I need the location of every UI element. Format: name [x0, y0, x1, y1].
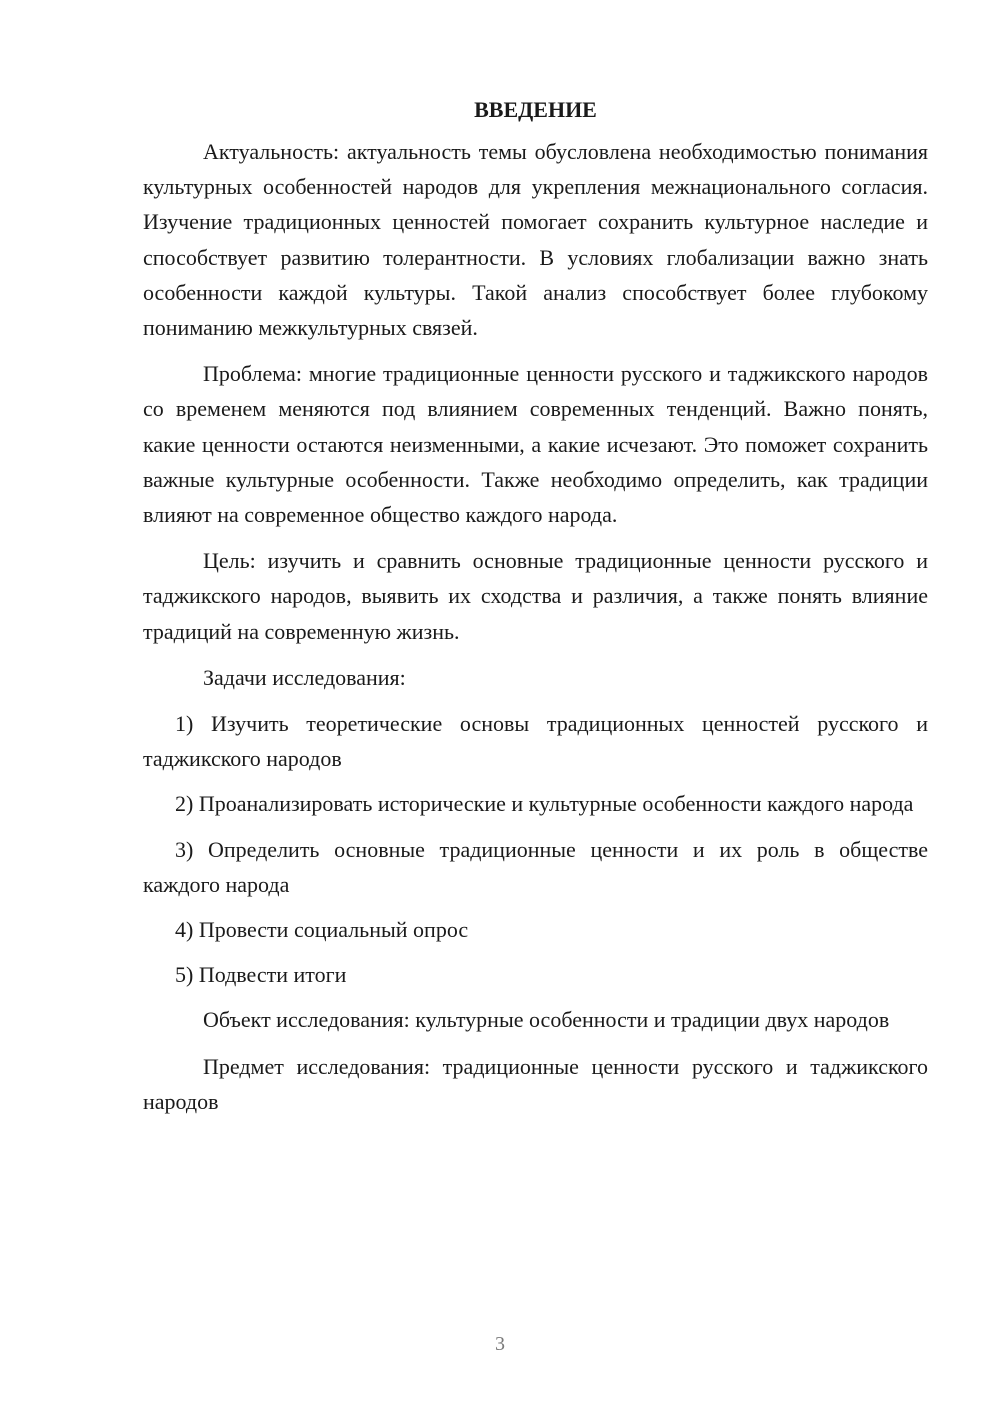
page-number: 3 [495, 1333, 505, 1355]
task-item-5: 5) Подвести итоги [175, 962, 347, 988]
document-page [143, 92, 928, 1130]
task-item-4: 4) Провести социальный опрос [175, 917, 469, 943]
tasks-heading: Задачи исследования: [203, 664, 406, 690]
paragraph-relevance: Актуальность: актуальность темы обусловлена необходимостью понимания культурных особенностей народов для укрепления межнационального согласия. Изучение традиционных ценностей помогает сохранить культурное наследие и способствует развитию толерантности. В условиях глобализации важно знать особенности каждой культуры. Такой анализ способствует более глубокому пониманию межкультурных связей. [143, 139, 928, 341]
paragraph-subject: Предмет исследования: традиционные ценности русского и таджикского народов [143, 1053, 928, 1114]
paragraph-object: Объект исследования: культурные особенности и традиции двух народов [203, 1007, 890, 1033]
task-item-2: 2) Проанализировать исторические и культурные особенности каждого народа [175, 791, 914, 817]
paragraph-goal: Цель: изучить и сравнить основные традиционные ценности русского и таджикского народов, выявить их сходства и различия, а также понять влияние традиций на современную жизнь. [143, 548, 928, 644]
section-heading: ВВЕДЕНИЕ [474, 97, 597, 122]
paragraph-problem: Проблема: многие традиционные ценности русского и таджикского народов со временем меняются под влиянием современных тенденций. Важно понять, какие ценности остаются неизменными, а какие исчезают. Это поможет сохранить важные культурные особенности. Также необходимо определить, как традиции влияют на современное общество каждого народа. [143, 361, 928, 528]
task-item-1: 1) Изучить теоретические основы традиционных ценностей русского и таджикского народов [143, 711, 928, 772]
task-item-3: 3) Определить основные традиционные ценности и их роль в обществе каждого народа [143, 836, 928, 897]
